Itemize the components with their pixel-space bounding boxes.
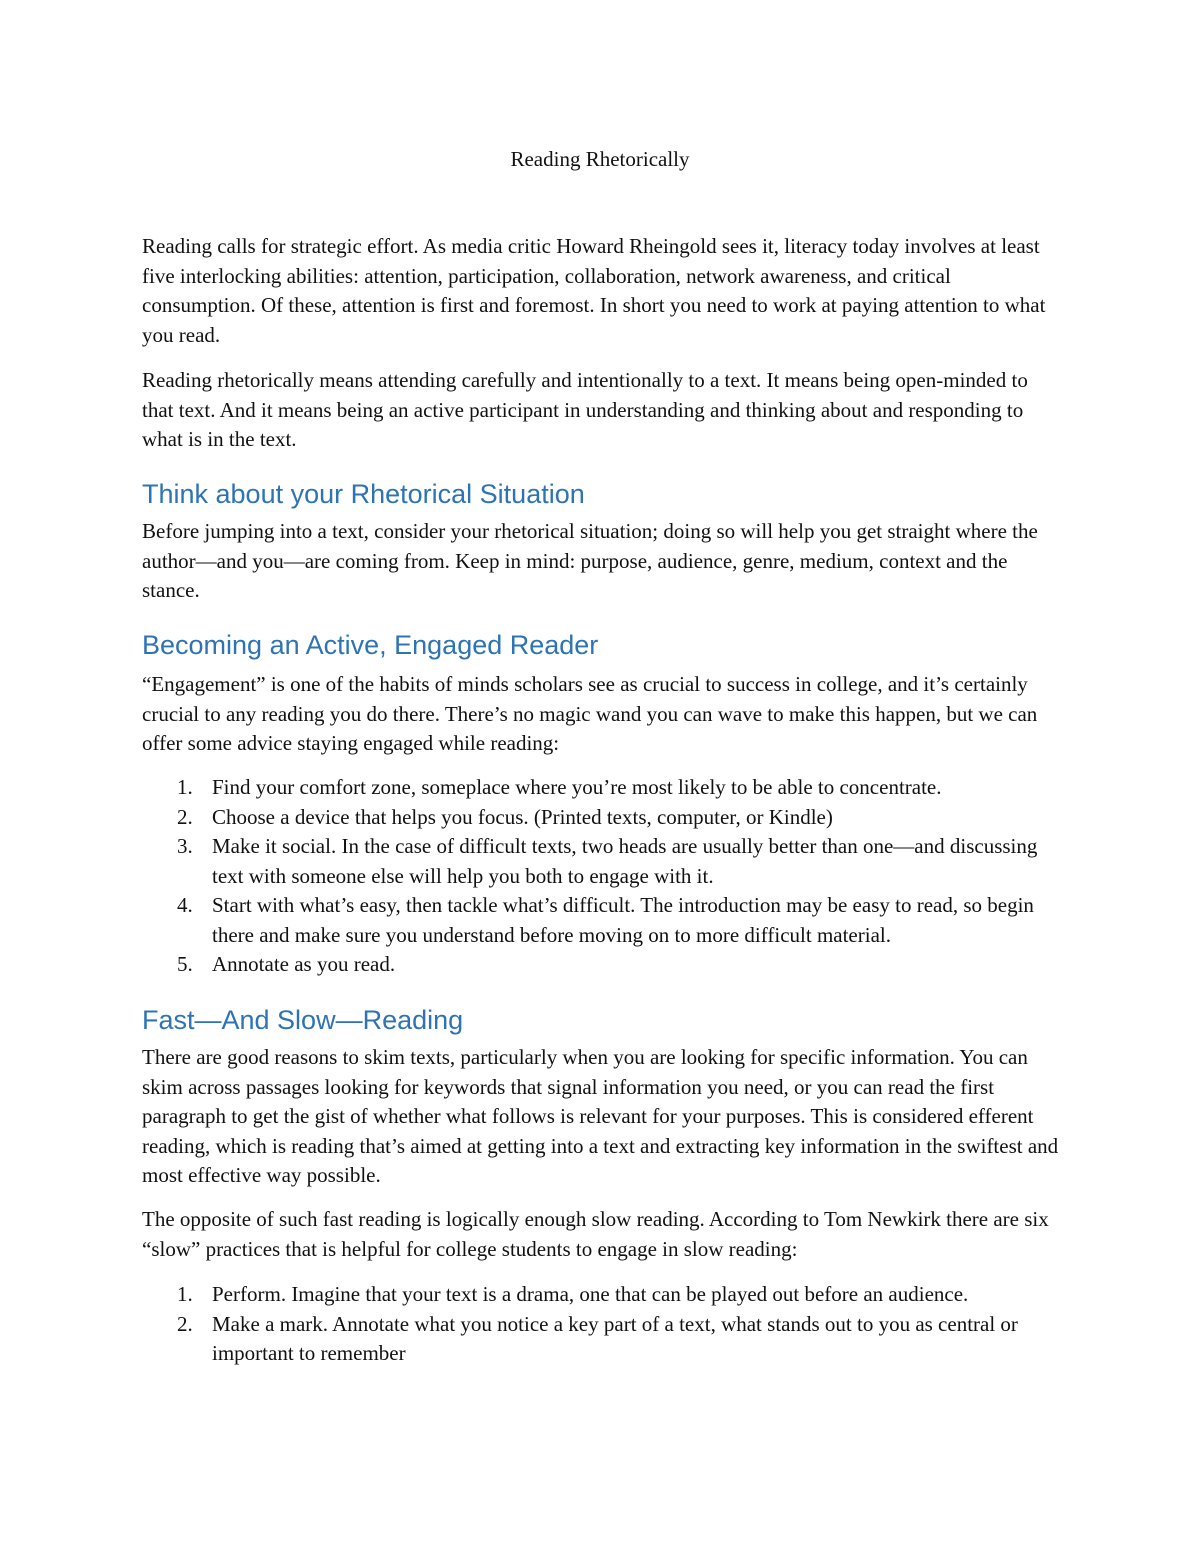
list-item bbox=[142, 891, 1062, 950]
section-heading-rhetorical-situation: Think about your Rhetorical Situation bbox=[142, 479, 585, 509]
document-title: Reading Rhetorically bbox=[510, 147, 690, 171]
list-item-text: Perform. Imagine that your text is a drama, one that can be played out before an audience. bbox=[212, 1282, 969, 1306]
list-item bbox=[142, 1310, 1062, 1369]
engagement-tips-list bbox=[142, 773, 1062, 980]
engaged-reader-paragraph: “Engagement” is one of the habits of minds scholars see as crucial to success in college, and it’s certainly crucial to any reading you do there. There’s no magic wand you can wave to make this happen, but we can offer some advice staying engaged while reading: bbox=[142, 672, 1038, 755]
section-heading-fast-slow-reading: Fast—And Slow—Reading bbox=[142, 1005, 464, 1035]
list-item-text: Choose a device that helps you focus. (Printed texts, computer, or Kindle) bbox=[212, 804, 833, 829]
fast-slow-paragraph-2: The opposite of such fast reading is logically enough slow reading. According to Tom Newkirk there are six “slow” practices that is helpful for college students to engage in slow reading: bbox=[142, 1207, 1049, 1261]
intro-paragraph-2: Reading rhetorically means attending carefully and intentionally to a text. It means being open-minded to that text. And it means being an active participant in understanding and thinking about and responding to what is in the text. bbox=[142, 368, 1028, 451]
list-item-text: Start with what’s easy, then tackle what’s difficult. The introduction may be easy to read, so begin there and make sure you understand before moving on to more difficult material. bbox=[212, 893, 1034, 947]
list-number: 1. bbox=[177, 1282, 193, 1306]
list-item-text: Make it social. In the case of difficult texts, two heads are usually better than one—and discussing text with someone else will help you both to engage with it. bbox=[212, 834, 1038, 888]
list-number: 3. bbox=[177, 834, 193, 858]
intro-paragraph-1: Reading calls for strategic effort. As media critic Howard Rheingold sees it, literacy today involves at least five interlocking abilities: attention, participation, collaboration, network awareness, and critical consumption. Of these, attention is first and foremost. In short you need to work at paying attention to what you read. bbox=[142, 234, 1046, 347]
list-item bbox=[142, 950, 1062, 980]
list-number: 1. bbox=[177, 775, 193, 799]
slow-reading-practices-list bbox=[142, 1280, 1062, 1369]
list-item-text: Make a mark. Annotate what you notice a key part of a text, what stands out to you as central or important to remember bbox=[212, 1311, 1018, 1365]
list-item bbox=[142, 832, 1062, 891]
section-heading-engaged-reader: Becoming an Active, Engaged Reader bbox=[142, 630, 599, 660]
list-item bbox=[142, 803, 1062, 833]
list-item-text: Find your comfort zone, someplace where you’re most likely to be able to concentrate. bbox=[212, 775, 942, 799]
list-item bbox=[142, 773, 1062, 803]
list-number: 2. bbox=[177, 1311, 193, 1336]
list-number: 4. bbox=[177, 893, 193, 917]
list-number: 5. bbox=[177, 952, 193, 976]
list-item-text: Annotate as you read. bbox=[212, 952, 396, 976]
rhetorical-situation-paragraph: Before jumping into a text, consider your rhetorical situation; doing so will help you get straight where the author—and you—are coming from. Keep in mind: purpose, audience, genre, medium, context and the stance. bbox=[142, 519, 1038, 602]
fast-slow-paragraph-1: There are good reasons to skim texts, particularly when you are looking for specific information. You can skim across passages looking for keywords that signal information you need, or you can read the first paragraph to get the gist of whether what follows is relevant for your purposes. This is considered efferent reading, which is reading that’s aimed at getting into a text and extracting key information in the swiftest and most effective way possible. bbox=[142, 1045, 1059, 1187]
list-item bbox=[142, 1280, 1062, 1310]
list-number: 2. bbox=[177, 804, 193, 829]
